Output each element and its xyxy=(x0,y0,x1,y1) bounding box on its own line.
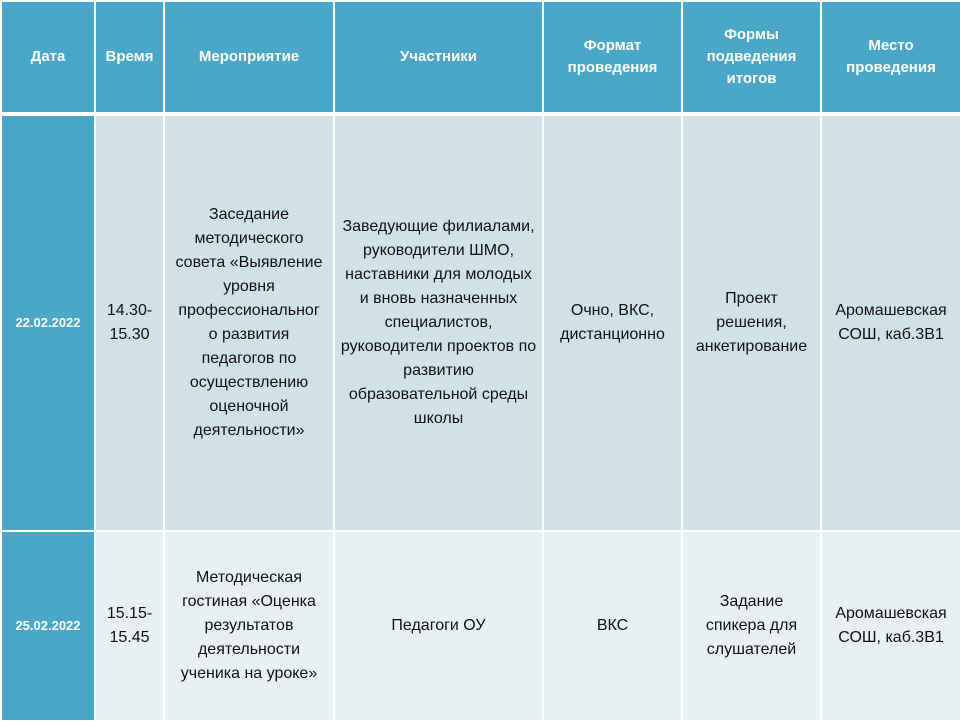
table-header-row xyxy=(1,1,960,114)
place-cell: Аромашевская СОШ, каб.3В1 xyxy=(821,114,960,531)
participants-cell: Педагоги ОУ xyxy=(334,531,543,721)
event-text: Методическая гостиная «Оценка результатов деятельности ученика на уроке» xyxy=(180,569,318,682)
header-format xyxy=(543,1,682,114)
place-cell: Аромашевская СОШ, каб.3В1 xyxy=(821,531,960,721)
header-date: Дата xyxy=(1,1,95,114)
header-place xyxy=(821,1,960,114)
participants-cell: Заведующие филиалами, руководители ШМО, наставники для молодых и вновь назначенных специалистов, руководители проектов по развитию образовательной среды школы xyxy=(334,114,543,531)
header-results xyxy=(682,1,821,114)
date-cell: 25.02.2022 xyxy=(1,531,95,721)
results-text: Проект решения, анкетирование xyxy=(695,290,808,355)
time-cell: 14.30-15.30 xyxy=(95,114,164,531)
header-format-label: Формат проведения xyxy=(567,37,658,76)
header-results-label: Формы подведения итогов xyxy=(706,26,797,87)
time-cell: 15.15-15.45 xyxy=(95,531,164,721)
event-cell xyxy=(164,531,334,721)
header-event: Мероприятие xyxy=(164,1,334,114)
format-cell: ВКС xyxy=(543,531,682,721)
results-text: Задание спикера для слушателей xyxy=(705,593,798,658)
header-participants: Участники xyxy=(334,1,543,114)
header-time: Время xyxy=(95,1,164,114)
date-cell: 22.02.2022 xyxy=(1,114,95,531)
results-cell xyxy=(682,531,821,721)
header-place-label: Место проведения xyxy=(846,37,936,76)
table-row xyxy=(1,531,960,721)
event-text: Заседание методического совета «Выявление уровня профессиональног о развития педагогов по осуществлению оценочной деятельности» xyxy=(175,206,323,439)
table-row xyxy=(1,114,960,531)
event-cell xyxy=(164,114,334,531)
format-cell: Очно, ВКС, дистанционно xyxy=(543,114,682,531)
results-cell xyxy=(682,114,821,531)
